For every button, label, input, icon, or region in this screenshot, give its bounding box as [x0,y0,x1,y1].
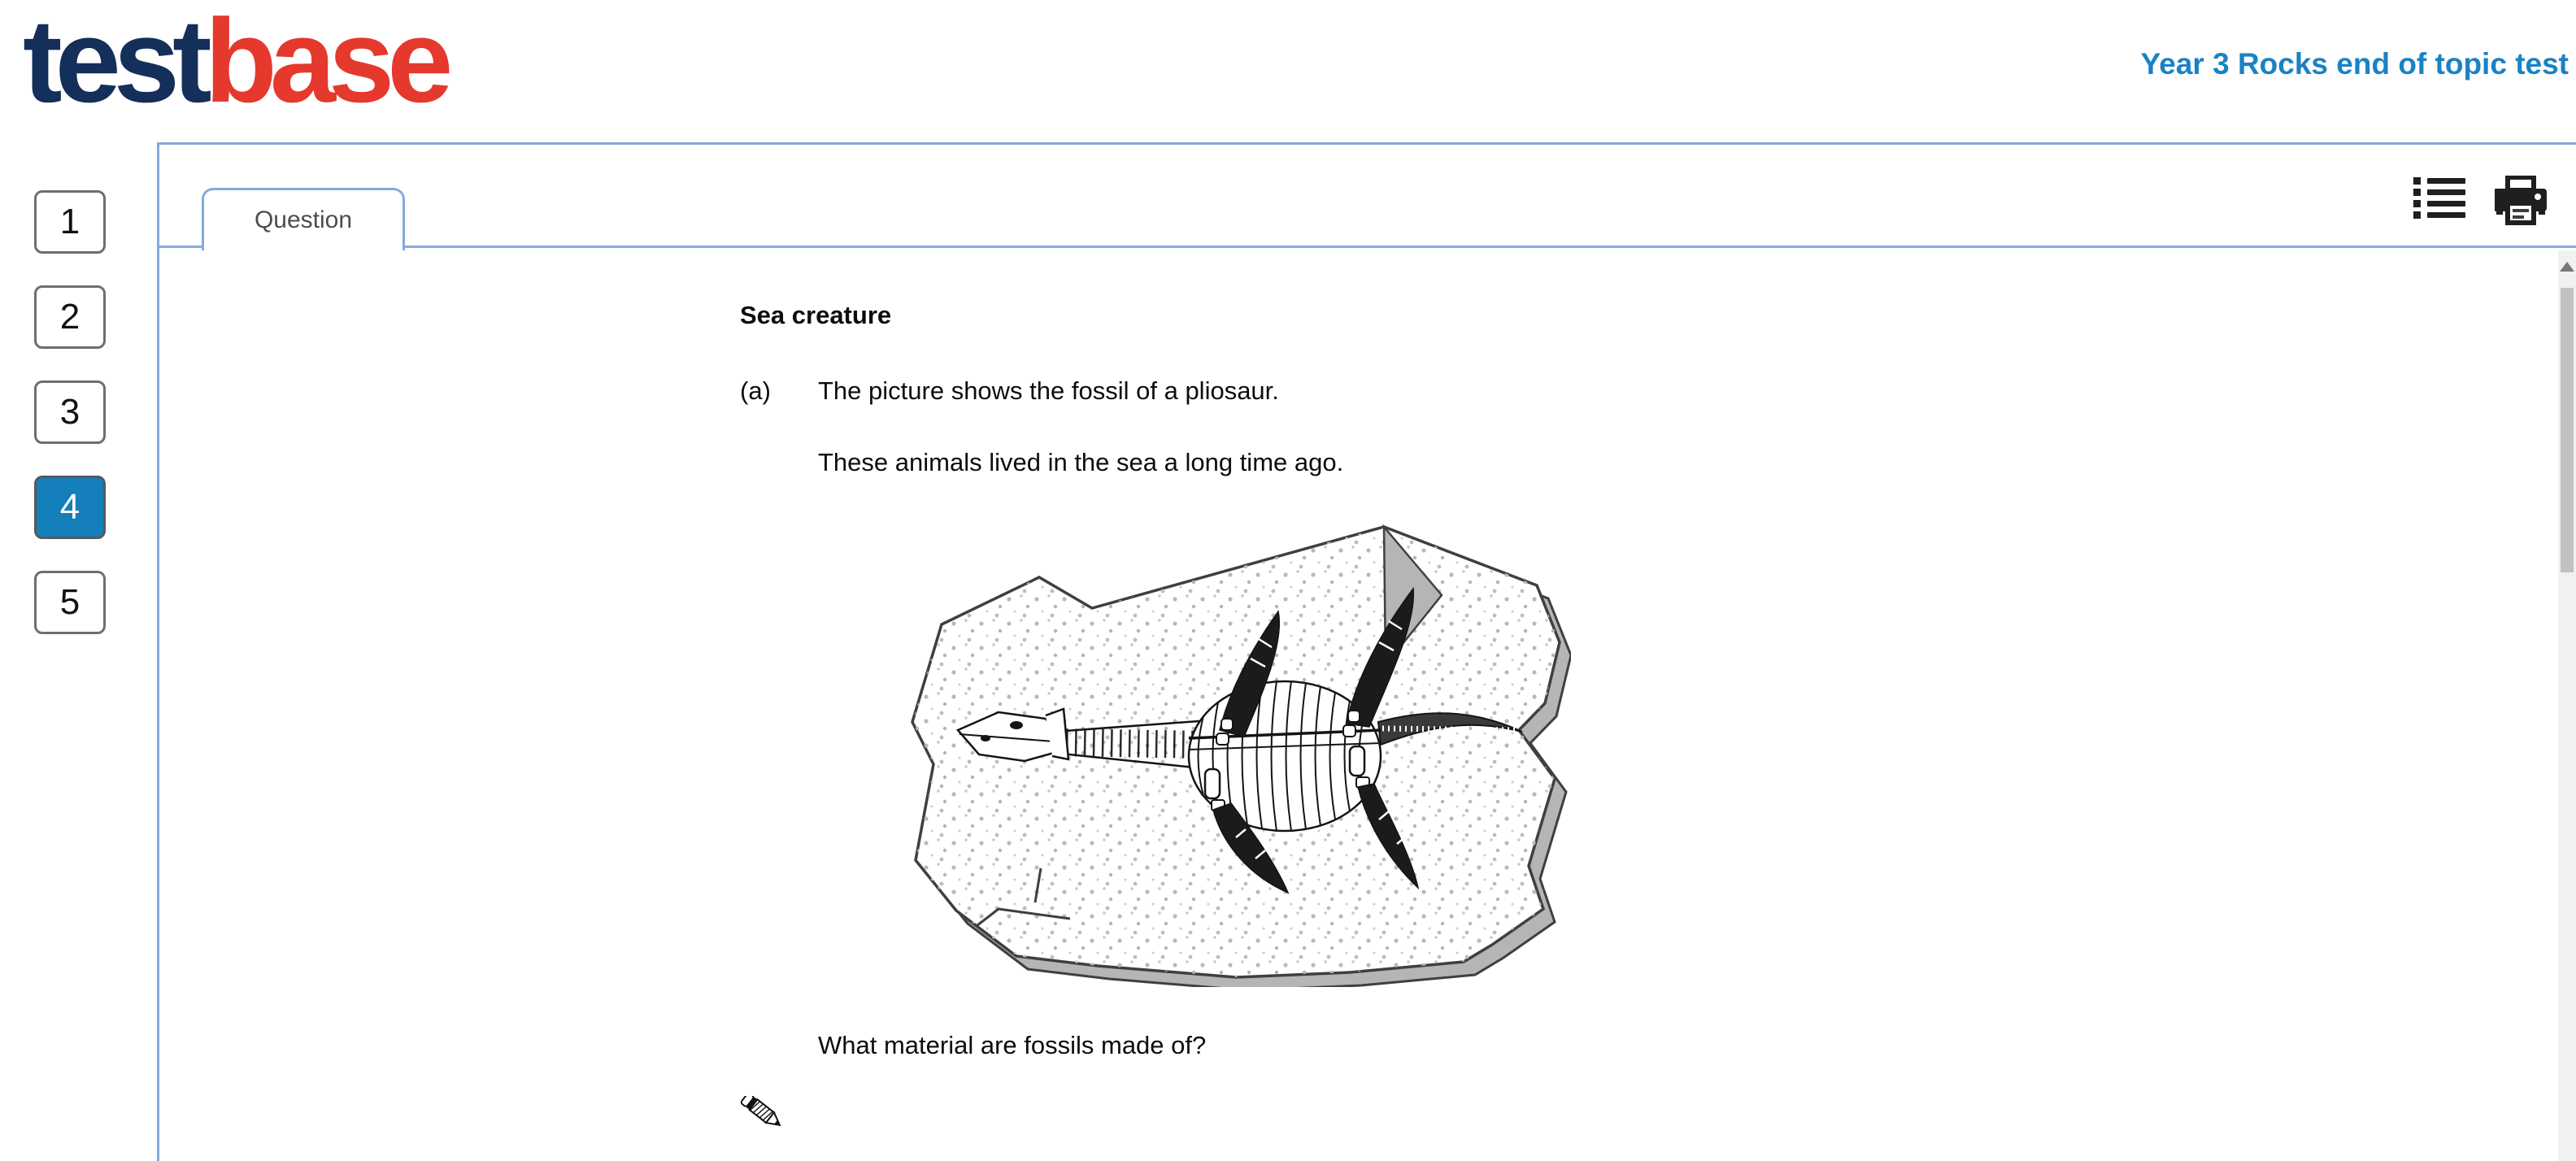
question-panel [157,142,2576,1161]
tab-question[interactable]: Question [202,188,405,250]
logo-text-secondary: base [204,0,446,127]
question-button-5[interactable]: 5 [34,571,106,634]
question-content [159,250,2558,1161]
scrollbar-track[interactable] [2558,250,2576,1161]
scroll-up-arrow[interactable] [2560,262,2574,272]
testbase-logo[interactable] [23,0,446,127]
question-button-1[interactable]: 1 [34,190,106,254]
question-part-a [740,376,1279,406]
question-line-2: These animals lived in the sea a long time ago. [818,448,1344,476]
test-title: Year 3 Rocks end of topic test [2140,47,2569,80]
scrollbar-thumb[interactable] [2561,288,2574,572]
logo-text-primary: test [23,0,205,127]
part-label: (a) [740,376,771,405]
question-heading: Sea creature [740,301,892,329]
question-line-1: The picture shows the fossil of a pliosaur. [818,376,1279,405]
question-button-3[interactable]: 3 [34,380,106,444]
question-button-4-active[interactable]: 4 [34,476,106,539]
fossil-image [894,520,1571,987]
question-button-2[interactable]: 2 [34,285,106,349]
pencil-icon [738,1096,798,1146]
question-nav [34,190,107,666]
tab-row [159,145,2576,248]
question-list-icon[interactable] [2413,176,2465,221]
toolbar [2413,176,2547,229]
question-prompt: What material are fossils made of? [818,1031,1207,1059]
print-icon[interactable] [2495,176,2547,229]
